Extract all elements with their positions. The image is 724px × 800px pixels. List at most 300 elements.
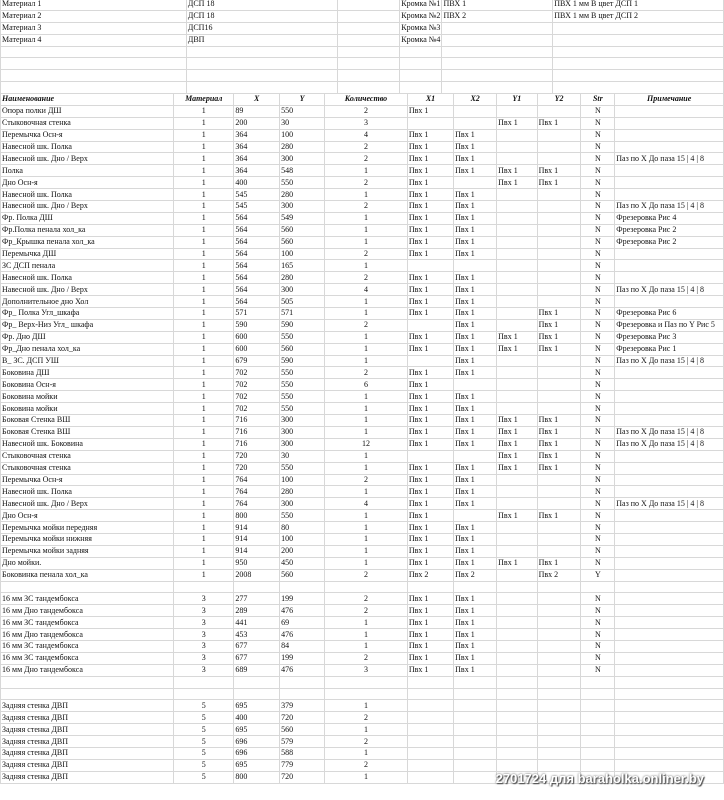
table-cell xyxy=(497,201,537,213)
table-cell: 280 xyxy=(280,189,325,201)
table-cell xyxy=(407,700,453,712)
table-cell: Пвх 1 xyxy=(407,498,453,510)
empty-cell xyxy=(338,22,400,34)
materials-table xyxy=(0,0,724,94)
table-cell xyxy=(615,664,724,676)
table-cell: Опора полки ДШ xyxy=(1,105,174,117)
empty-cell xyxy=(1,46,187,58)
table-cell: Паз по X До паза 15 | 4 | 8 xyxy=(615,284,724,296)
table-cell xyxy=(537,284,581,296)
table-cell: N xyxy=(581,319,615,331)
material-desc: ПВХ 1 мм В цвет ДСП 2 xyxy=(553,10,724,22)
table-cell: Перемычка ДШ xyxy=(1,248,174,260)
table-row xyxy=(1,426,724,438)
table-cell: Пвх 1 xyxy=(454,201,497,213)
table-cell: 5 xyxy=(174,712,234,724)
table-cell: 564 xyxy=(234,236,280,248)
table-cell xyxy=(497,593,537,605)
empty-cell xyxy=(553,46,724,58)
table-cell: Пвх 1 xyxy=(407,212,453,224)
table-row xyxy=(1,605,724,617)
table-cell: 453 xyxy=(234,629,280,641)
table-cell: 2 xyxy=(325,759,408,771)
material-edge: Кромка №2 xyxy=(401,11,441,21)
table-cell: Пвх 1 xyxy=(537,415,581,427)
table-cell: 1 xyxy=(174,224,234,236)
table-row xyxy=(1,759,724,771)
table-cell: 950 xyxy=(234,557,280,569)
table-cell: Пвх 1 xyxy=(407,640,453,652)
table-cell: N xyxy=(581,391,615,403)
table-cell: 1 xyxy=(174,141,234,153)
table-cell xyxy=(615,652,724,664)
table-cell: 1 xyxy=(174,545,234,557)
table-cell xyxy=(407,676,453,688)
table-cell: Задняя стенка ДВП xyxy=(1,712,174,724)
table-cell xyxy=(615,129,724,141)
table-cell xyxy=(454,510,497,522)
table-cell xyxy=(454,105,497,117)
table-cell: 280 xyxy=(280,486,325,498)
table-cell xyxy=(497,355,537,367)
table-cell xyxy=(497,236,537,248)
table-cell xyxy=(407,688,453,700)
table-row xyxy=(1,308,724,320)
table-cell: N xyxy=(581,498,615,510)
table-cell: 720 xyxy=(234,450,280,462)
table-cell xyxy=(325,581,408,593)
table-cell: Пвх 1 xyxy=(407,165,453,177)
table-cell xyxy=(497,153,537,165)
column-header: Наименование xyxy=(1,94,174,106)
table-cell: N xyxy=(581,129,615,141)
table-cell xyxy=(537,403,581,415)
table-row xyxy=(1,510,724,522)
table-cell: Пвх 1 xyxy=(454,486,497,498)
table-cell: Пвх 1 xyxy=(407,438,453,450)
table-cell: 300 xyxy=(280,201,325,213)
table-cell: 5 xyxy=(174,747,234,759)
material-name: Материал 3 xyxy=(1,22,187,34)
table-cell: Перемычка Осн-я xyxy=(1,474,174,486)
table-cell: 3 xyxy=(174,640,234,652)
table-cell xyxy=(537,640,581,652)
table-cell: Пвх 1 xyxy=(497,343,537,355)
table-cell: Фрезеровка Рис 1 xyxy=(615,343,724,355)
table-cell: Фр_ Полка Угл_шкафа xyxy=(1,308,174,320)
table-cell: 199 xyxy=(280,593,325,605)
table-cell: Перемычка мойки передняя xyxy=(1,522,174,534)
table-row xyxy=(1,415,724,427)
table-cell xyxy=(454,712,497,724)
table-cell: Пвх 1 xyxy=(537,557,581,569)
table-cell xyxy=(497,712,537,724)
table-cell xyxy=(537,189,581,201)
table-cell: Пвх 1 xyxy=(537,319,581,331)
table-cell: 300 xyxy=(280,153,325,165)
table-cell: Пвх 1 xyxy=(454,593,497,605)
table-cell: 1 xyxy=(325,355,408,367)
table-cell: N xyxy=(581,426,615,438)
table-cell xyxy=(454,736,497,748)
table-row xyxy=(1,189,724,201)
table-cell: Пвх 1 xyxy=(407,522,453,534)
table-cell xyxy=(497,617,537,629)
table-cell xyxy=(615,688,724,700)
table-cell: Перемычка Осн-я xyxy=(1,129,174,141)
table-cell: 1 xyxy=(174,129,234,141)
table-cell: Пвх 1 xyxy=(497,557,537,569)
table-cell xyxy=(407,117,453,129)
table-cell xyxy=(497,724,537,736)
table-cell: Пвх 1 xyxy=(454,438,497,450)
table-cell: N xyxy=(581,593,615,605)
table-row xyxy=(1,236,724,248)
table-cell: 1 xyxy=(174,391,234,403)
table-cell: Боковина ДШ xyxy=(1,367,174,379)
table-cell: 16 мм ЗС тандембокса xyxy=(1,640,174,652)
table-cell xyxy=(407,355,453,367)
table-cell: 1 xyxy=(174,165,234,177)
table-cell xyxy=(454,688,497,700)
table-cell xyxy=(454,117,497,129)
table-cell xyxy=(615,545,724,557)
table-cell xyxy=(1,688,174,700)
table-cell: Пвх 1 xyxy=(537,438,581,450)
table-cell xyxy=(497,700,537,712)
table-cell: Навесной шк. Полка xyxy=(1,141,174,153)
table-cell xyxy=(615,415,724,427)
table-cell xyxy=(615,712,724,724)
table-cell: 696 xyxy=(234,747,280,759)
table-row xyxy=(1,343,724,355)
table-cell: N xyxy=(581,260,615,272)
table-cell: Фр. Полка ДШ xyxy=(1,212,174,224)
table-cell xyxy=(497,581,537,593)
table-row xyxy=(1,355,724,367)
table-cell: 1 xyxy=(325,557,408,569)
table-cell: 1 xyxy=(174,474,234,486)
table-cell xyxy=(497,212,537,224)
table-cell: Перемычка мойки нижняя xyxy=(1,533,174,545)
table-cell: 4 xyxy=(325,498,408,510)
table-cell: Пвх 1 xyxy=(407,236,453,248)
table-cell: 677 xyxy=(234,652,280,664)
table-cell: Пвх 1 xyxy=(537,165,581,177)
table-row xyxy=(1,581,724,593)
table-cell: Фрезеровка Рис 2 xyxy=(615,224,724,236)
table-cell: 564 xyxy=(234,212,280,224)
column-header: Str xyxy=(581,94,615,106)
material-value: ДСП 18 xyxy=(186,10,337,22)
table-row xyxy=(1,129,724,141)
table-cell: Пвх 2 xyxy=(454,569,497,581)
table-cell: 3 xyxy=(174,605,234,617)
table-cell: 16 мм Дно тандембокса xyxy=(1,605,174,617)
table-cell: 549 xyxy=(280,212,325,224)
table-cell xyxy=(497,652,537,664)
table-cell: 716 xyxy=(234,426,280,438)
table-cell xyxy=(537,379,581,391)
table-cell: 695 xyxy=(234,759,280,771)
table-cell xyxy=(454,177,497,189)
table-cell: Пвх 1 xyxy=(537,343,581,355)
table-cell: N xyxy=(581,415,615,427)
table-cell: Пвх 1 xyxy=(454,248,497,260)
table-cell: 600 xyxy=(234,331,280,343)
table-cell: Пвх 1 xyxy=(407,510,453,522)
table-cell xyxy=(615,522,724,534)
table-cell: N xyxy=(581,296,615,308)
table-cell: N xyxy=(581,462,615,474)
table-cell: 1 xyxy=(325,426,408,438)
table-cell: Пвх 1 xyxy=(454,391,497,403)
table-row xyxy=(1,557,724,569)
table-cell: 379 xyxy=(280,700,325,712)
table-cell xyxy=(537,759,581,771)
table-cell: 2 xyxy=(325,367,408,379)
table-cell: Пвх 1 xyxy=(454,236,497,248)
empty-cell xyxy=(442,46,553,58)
table-cell: 1 xyxy=(325,640,408,652)
table-cell xyxy=(537,545,581,557)
table-cell xyxy=(537,664,581,676)
table-cell xyxy=(615,557,724,569)
table-cell: 1 xyxy=(325,522,408,534)
empty-cell xyxy=(1,82,187,94)
table-cell: 5 xyxy=(174,759,234,771)
material-row xyxy=(1,10,724,22)
empty-cell xyxy=(553,58,724,70)
table-cell: N xyxy=(581,236,615,248)
table-cell: Пвх 1 xyxy=(407,379,453,391)
table-row xyxy=(1,712,724,724)
table-cell xyxy=(407,260,453,272)
table-cell: 3 xyxy=(325,664,408,676)
table-cell xyxy=(537,296,581,308)
table-cell: N xyxy=(581,272,615,284)
table-cell: 80 xyxy=(280,522,325,534)
table-cell: Паз по X До паза 15 | 4 | 8 xyxy=(615,355,724,367)
table-cell: 571 xyxy=(234,308,280,320)
table-cell: Пвх 1 xyxy=(454,664,497,676)
table-cell: 505 xyxy=(280,296,325,308)
table-cell xyxy=(615,403,724,415)
table-cell: 3 xyxy=(174,593,234,605)
table-cell xyxy=(325,688,408,700)
table-cell: 560 xyxy=(280,224,325,236)
table-cell: Пвх 1 xyxy=(454,272,497,284)
table-cell xyxy=(537,652,581,664)
table-cell: Пвх 1 xyxy=(407,367,453,379)
table-cell: 100 xyxy=(280,474,325,486)
table-cell: 560 xyxy=(280,724,325,736)
table-cell xyxy=(174,581,234,593)
table-cell xyxy=(615,379,724,391)
table-cell: 1 xyxy=(174,438,234,450)
table-cell: 1 xyxy=(174,522,234,534)
column-header: Y2 xyxy=(537,94,581,106)
table-cell: 914 xyxy=(234,533,280,545)
table-cell: Пвх 1 xyxy=(407,284,453,296)
table-cell xyxy=(537,129,581,141)
material-row xyxy=(1,22,724,34)
table-cell: Пвх 1 xyxy=(497,415,537,427)
table-cell: 3 xyxy=(174,652,234,664)
table-cell: 914 xyxy=(234,545,280,557)
table-cell: Пвх 1 xyxy=(454,545,497,557)
table-cell xyxy=(497,759,537,771)
table-cell: 1 xyxy=(325,724,408,736)
table-cell: 564 xyxy=(234,224,280,236)
table-cell: 441 xyxy=(234,617,280,629)
table-cell: 4 xyxy=(325,284,408,296)
table-cell: Пвх 1 xyxy=(407,248,453,260)
table-cell: 100 xyxy=(280,248,325,260)
table-cell xyxy=(497,498,537,510)
material-desc xyxy=(553,34,724,46)
table-cell: 548 xyxy=(280,165,325,177)
table-cell: Пвх 1 xyxy=(454,141,497,153)
table-cell: 600 xyxy=(234,343,280,355)
table-cell: 679 xyxy=(234,355,280,367)
table-cell: 914 xyxy=(234,522,280,534)
table-cell: Пвх 1 xyxy=(454,319,497,331)
table-cell: N xyxy=(581,212,615,224)
table-cell: Боковая Стенка ВШ xyxy=(1,415,174,427)
table-cell: 545 xyxy=(234,189,280,201)
table-row xyxy=(1,569,724,581)
table-cell: N xyxy=(581,105,615,117)
table-cell: Пвх 1 xyxy=(407,403,453,415)
table-cell xyxy=(615,165,724,177)
table-cell: N xyxy=(581,510,615,522)
table-cell xyxy=(497,260,537,272)
table-cell: ЗС ДСП пенала xyxy=(1,260,174,272)
table-cell: Навесной шк. Дно / Верх xyxy=(1,284,174,296)
table-cell: 2 xyxy=(325,153,408,165)
table-cell: 1 xyxy=(325,462,408,474)
table-cell: 1 xyxy=(325,189,408,201)
empty-cell xyxy=(186,70,337,82)
table-cell: N xyxy=(581,201,615,213)
empty-cell xyxy=(1,70,187,82)
table-cell xyxy=(497,224,537,236)
table-cell xyxy=(615,629,724,641)
table-cell: Пвх 1 xyxy=(537,331,581,343)
table-cell: 550 xyxy=(280,462,325,474)
table-cell: 2 xyxy=(325,474,408,486)
table-cell: Пвх 1 xyxy=(407,141,453,153)
table-cell: 545 xyxy=(234,201,280,213)
table-cell xyxy=(497,629,537,641)
table-cell: N xyxy=(581,284,615,296)
empty-row xyxy=(1,70,724,82)
table-cell: Дно мойки. xyxy=(1,557,174,569)
table-cell: Пвх 1 xyxy=(407,415,453,427)
table-cell: Пвх 1 xyxy=(454,629,497,641)
table-cell: Пвх 1 xyxy=(407,391,453,403)
material-name: Материал 2 xyxy=(1,10,187,22)
table-cell: 1 xyxy=(325,450,408,462)
table-cell: Пвх 1 xyxy=(454,474,497,486)
empty-cell xyxy=(186,58,337,70)
table-cell: Пвх 1 xyxy=(407,557,453,569)
table-cell: Пвх 1 xyxy=(454,355,497,367)
table-cell: N xyxy=(581,450,615,462)
table-cell xyxy=(497,296,537,308)
table-cell: N xyxy=(581,141,615,153)
column-header: Материал xyxy=(174,94,234,106)
table-cell: Пвх 1 xyxy=(454,640,497,652)
material-name: Материал 1 xyxy=(1,0,187,10)
material-value: ДСП16 xyxy=(186,22,337,34)
table-cell xyxy=(581,581,615,593)
table-cell: Пвх 1 xyxy=(454,652,497,664)
table-cell: N xyxy=(581,367,615,379)
table-cell: 702 xyxy=(234,403,280,415)
table-cell: 100 xyxy=(280,533,325,545)
table-cell: 1 xyxy=(174,355,234,367)
table-cell: Стыковочная стенка xyxy=(1,117,174,129)
table-cell: 1 xyxy=(174,367,234,379)
table-cell xyxy=(497,367,537,379)
table-cell: Полка xyxy=(1,165,174,177)
material-row xyxy=(1,0,724,10)
table-cell: 5 xyxy=(174,771,234,783)
table-cell: N xyxy=(581,177,615,189)
table-cell xyxy=(407,319,453,331)
table-cell: Фр_Крышка пенала хол_ка xyxy=(1,236,174,248)
table-cell: 476 xyxy=(280,605,325,617)
table-cell: Задняя стенка ДВП xyxy=(1,771,174,783)
table-cell: Пвх 1 xyxy=(407,331,453,343)
table-cell: Фр_ Верх-Низ Угл_ шкафа xyxy=(1,319,174,331)
material-edge: Кромка №3 xyxy=(401,23,441,33)
table-cell: 1 xyxy=(174,569,234,581)
table-cell: N xyxy=(581,640,615,652)
table-cell: 165 xyxy=(280,260,325,272)
table-cell: 716 xyxy=(234,415,280,427)
table-cell xyxy=(537,533,581,545)
table-cell: 1 xyxy=(174,105,234,117)
table-cell: Дополнительное дно Хол xyxy=(1,296,174,308)
table-cell xyxy=(615,569,724,581)
table-cell: Пвх 1 xyxy=(497,165,537,177)
table-cell: Пвх 1 xyxy=(407,177,453,189)
table-cell xyxy=(615,724,724,736)
table-cell: 695 xyxy=(234,724,280,736)
table-cell: Боковинка пенала хол_ка xyxy=(1,569,174,581)
table-cell xyxy=(537,212,581,224)
table-cell: 1 xyxy=(174,510,234,522)
table-cell xyxy=(537,629,581,641)
table-cell: Пвх 1 xyxy=(454,605,497,617)
table-cell: 1 xyxy=(325,771,408,783)
table-row xyxy=(1,319,724,331)
table-cell xyxy=(615,391,724,403)
table-cell: Пвх 1 xyxy=(497,450,537,462)
table-cell xyxy=(537,153,581,165)
table-cell: Пвх 1 xyxy=(407,462,453,474)
table-cell xyxy=(615,367,724,379)
table-cell: 590 xyxy=(234,319,280,331)
table-cell: 716 xyxy=(234,438,280,450)
table-cell: 5 xyxy=(174,736,234,748)
table-cell xyxy=(615,474,724,486)
table-cell: Паз по X До паза 15 | 4 | 8 xyxy=(615,153,724,165)
table-cell xyxy=(615,605,724,617)
